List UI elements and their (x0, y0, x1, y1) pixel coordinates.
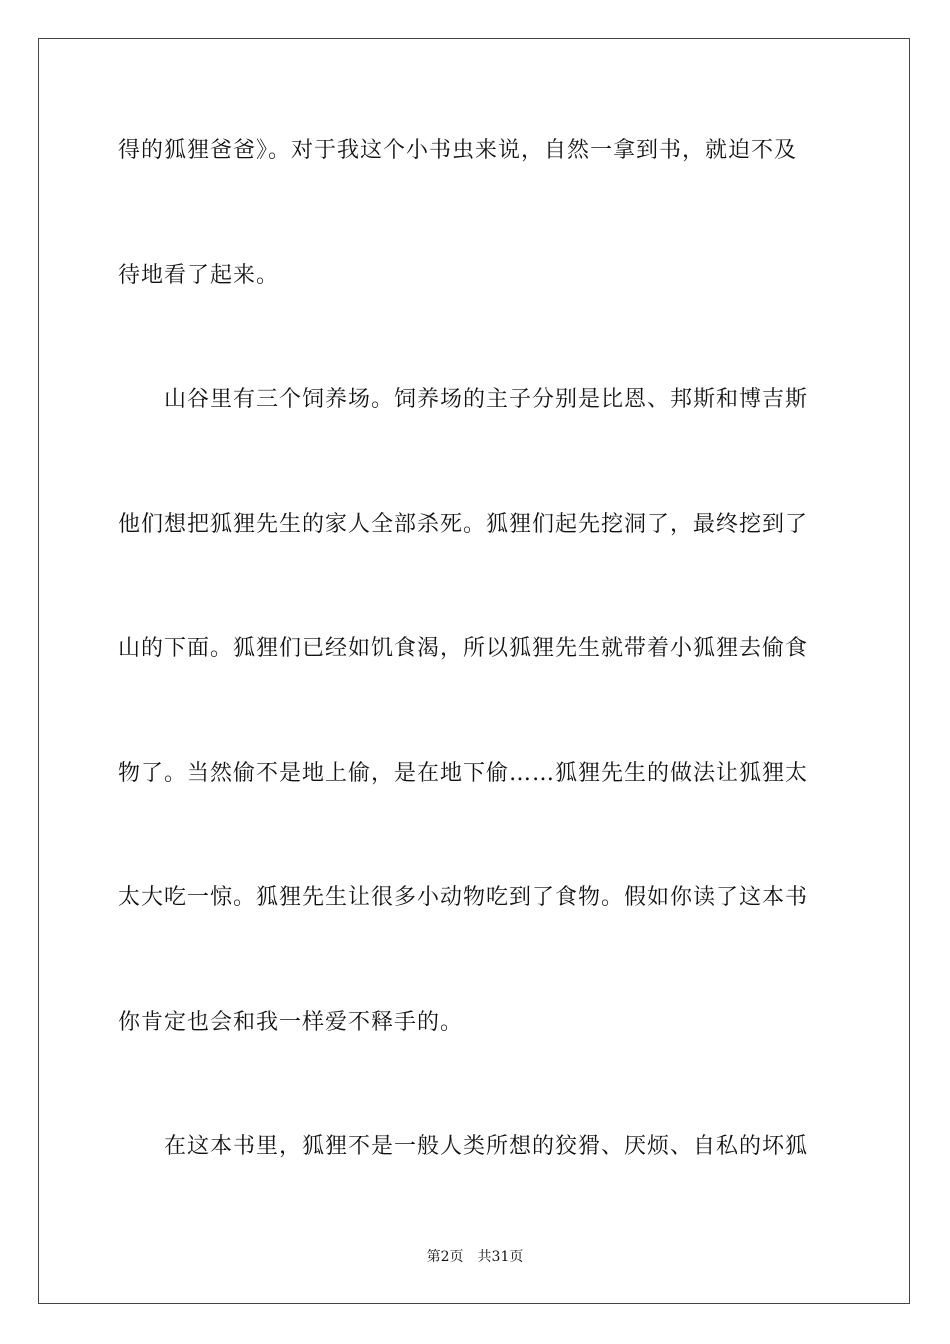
body-text-line: 山的下面。狐狸们已经如饥食渴，所以狐狸先生就带着小狐狸去偷食 (118, 636, 809, 661)
body-text-line: 太大吃一惊。狐狸先生让很多小动物吃到了食物。假如你读了这本书 (118, 885, 809, 910)
body-text-line: 你肯定也会和我一样爱不释手的。 (118, 1010, 464, 1035)
body-text-line: 在这本书里，狐狸不是一般人类所想的狡猾、厌烦、自私的坏狐 (118, 1134, 809, 1159)
page-frame (38, 38, 910, 1304)
body-text-line: 物了。当然偷不是地上偷，是在地下偷……狐狸先生的做法让狐狸太 (118, 761, 809, 786)
body-text-line: 待地看了起来。 (118, 263, 280, 288)
body-text-line: 他们想把狐狸先生的家人全部杀死。狐狸们起先挖洞了，最终挖到了 (118, 512, 809, 537)
body-text-line: 山谷里有三个饲养场。饲养场的主子分别是比恩、邦斯和博吉斯 (118, 387, 809, 412)
body-text-line: 得的狐狸爸爸》。对于我这个小书虫来说，自然一拿到书，就迫不及 (118, 138, 798, 163)
total-pages: 共31页 (477, 1249, 524, 1265)
page-number: 第2页 (426, 1249, 464, 1265)
page-footer (0, 1248, 950, 1266)
